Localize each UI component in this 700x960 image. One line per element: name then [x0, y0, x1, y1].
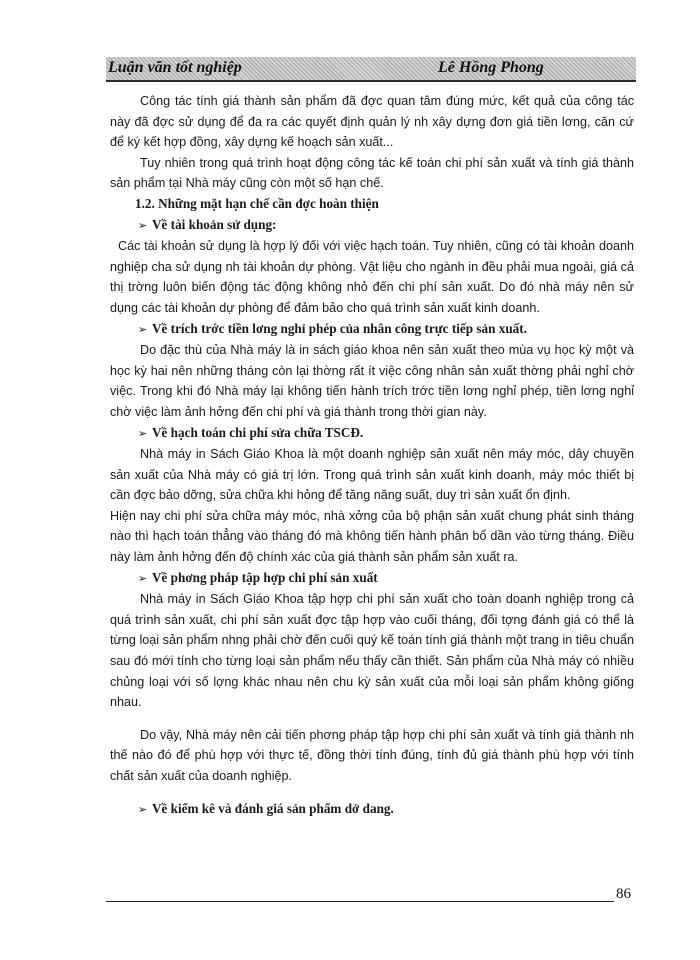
- arrow-bullet-icon: ➢: [138, 426, 148, 440]
- paragraph-5: Nhà máy in Sách Giáo Khoa là một doanh nghiệp sản xuất nên máy móc, dây chuyền sản xuất của Nhà máy có giá trị lớn. Trong quá trình sản xuất kinh doanh, máy móc thiết bị cần đợc bảo dỡng, sửa chữa khi hỏng để tăng năng suất, duy trì sản xuất ổn định.: [110, 447, 634, 503]
- paragraph-3: Các tài khoản sử dụng là hợp lý đối với việc hạch toán. Tuy nhiên, cũng có tài khoản doanh nghiệp cha sử dụng nh tài khoản dự phòng. Vật liệu cho ngành in đều phải mua ngoài, giá cả thị trờng luôn biến động tác động không nhỏ đến chi phí sản xuất. Do đó nhà máy nên sử dụng các tài khoản dự phòng để đảm bảo cho quá trình sản xuất kinh doanh.: [110, 239, 634, 315]
- page-header: [106, 57, 636, 82]
- arrow-bullet-icon: ➢: [138, 802, 148, 816]
- subheading-accounts-text: Về tài khoản sử dụng:: [152, 216, 277, 232]
- header-thesis-title: Luận văn tốt nghiệp: [108, 59, 242, 76]
- paragraph-4: Do đặc thù của Nhà máy là in sách giáo khoa nên sản xuất theo mùa vụ học kỳ một và học kỳ hai nên những tháng còn lại thờng rất ít việc công nhân sản xuất thờng phải nghỉ chờ việc. Trong khi đó Nhà máy lại không tiến hành trích trớc tiền lơng nghỉ phép, tiền lơng nghỉ chờ việc làm ảnh hởng đến chi phí và giá thành trong thời gian này.: [110, 343, 634, 419]
- arrow-bullet-icon: ➢: [138, 218, 148, 232]
- arrow-bullet-icon: ➢: [138, 571, 148, 585]
- subheading-method: [110, 568, 634, 590]
- subheading-wages-text: Về trích trớc tiền lơng nghỉ phép của nhân công trực tiếp sản xuất.: [152, 320, 527, 336]
- paragraph-7: Nhà máy in Sách Giáo Khoa tập hợp chi phí sản xuất cho toàn doanh nghiệp trong cả quá trình sản xuất, chi phí sản xuất đợc tập hợp vào cuối tháng, đối tợng đánh giá có thể là từng loại sản phẩm nhng phải chờ đến cuối quý kế toán tính giá thành một trang in tiêu chuẩn sau đó mới tính cho từng loại sản phẩm nếu thấy cần thiết. Sản phẩm của Nhà máy có nhiều chủng loại với số lợng khác nhau nên chu kỳ sản xuất của mỗi loại sản phẩm không giống nhau.: [110, 592, 634, 710]
- subheading-repair-text: Về hạch toán chi phí sửa chữa TSCĐ.: [152, 424, 364, 440]
- subheading-inventory: [110, 799, 634, 821]
- paragraph-2: Tuy nhiên trong quá trình hoạt động công tác kế toán chi phí sản xuất và tính giá thành sản phẩm tại Nhà máy cũng còn một số hạn chế.: [110, 155, 634, 191]
- subheading-inventory-text: Về kiểm kê và đánh giá sản phẩm dở dang.: [152, 800, 394, 816]
- document-body: [110, 91, 634, 820]
- paragraph-8: Do vậy, Nhà máy nên cải tiến phơng pháp tập hợp chi phí sản xuất và tính giá thành nh thế nào đó để phù hợp với thực tế, đồng thời tính đúng, tính đủ giá thành phù hợp với tính chất sản xuất của doanh nghiệp.: [110, 727, 634, 783]
- subheading-method-text: Về phơng pháp tập hợp chi phí sản xuất: [152, 569, 378, 585]
- subheading-accounts: [110, 215, 634, 237]
- arrow-bullet-icon: ➢: [138, 322, 148, 336]
- paragraph-1: Công tác tính giá thành sản phẩm đã đợc quan tâm đúng mức, kết quả của công tác này đã đợc sử dụng để đa ra các quyết định quản lý nh xây dựng đơn giá tiền lơng, căn cứ để ký kết hợp đồng, xây dựng kế hoạch sản xuất...: [110, 94, 634, 150]
- page-number: 86: [616, 886, 631, 902]
- section-heading-1-2: 1.2. Những mặt hạn chế cần đợc hoàn thiện: [135, 195, 379, 211]
- paragraph-6: Hiện nay chi phí sửa chữa máy móc, nhà xởng của bộ phận sản xuất chung phát sinh tháng nào thì hạch toán thẳng vào tháng đó mà không tiến hành phân bổ dần vào từng tháng. Điều này làm ảnh hởng đến độ chính xác của giá thành sản phẩm sản xuất ra.: [110, 508, 634, 565]
- subheading-repair: [110, 423, 634, 445]
- subheading-wages: [110, 319, 634, 341]
- header-author-name: Lê Hồng Phong: [438, 59, 544, 76]
- footer-rule: [106, 901, 614, 902]
